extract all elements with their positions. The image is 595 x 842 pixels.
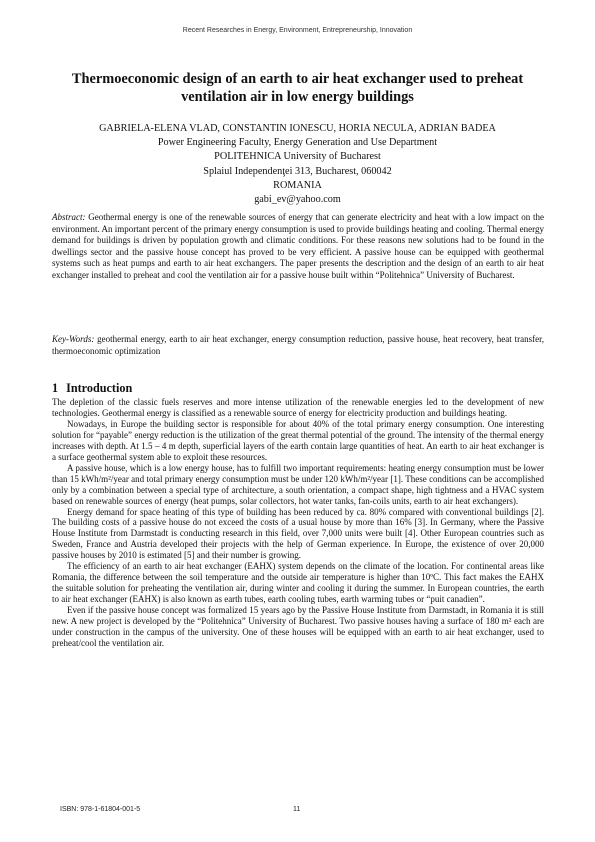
body-paragraph: Energy demand for space heating of this type of building has been reduced by ca. 80% compared with conventional buildings [2]. The building costs of a passive house do not exceed the costs of a usual house by more than 16% [3]. In Germany, where the Passive House Institute from Darmstadt is conducting research in this field, over 7,000 units were built [4]. Other European countries such as Sweden, France and Austria developed their projects with the help of German experience. In Europe, the existence of over 20,000 passive houses by 2010 is estimated [5] and their number is growing. bbox=[52, 506, 544, 561]
footer-isbn: ISBN: 978-1-61804-001-5 bbox=[60, 806, 141, 813]
affiliation-country: ROMANIA bbox=[273, 179, 322, 191]
author-email: gabi_ev@yahoo.com bbox=[254, 194, 341, 206]
author-names: GABRIELA-ELENA VLAD, CONSTANTIN IONESCU, HORIA NECULA, ADRIAN BADEA bbox=[99, 123, 496, 134]
affiliation-address: Splaiul Independenţei 313, Bucharest, 060042 bbox=[203, 165, 392, 177]
author-block bbox=[40, 122, 555, 207]
body-paragraph: Even if the passive house concept was formalized 15 years ago by the Passive House Institute from Darmstadt, in Romania it is still new. A new project is developed by the “Politehnica” University of Bucharest. Two passive houses having a surface of 180 m² each are under construction in the campus of the university. One of these houses will be equipped with an earth to air heat exchanger, used to preheat/cool the ventilation air. bbox=[52, 605, 544, 648]
body-paragraph: Nowadays, in Europe the building sector is responsible for about 40% of the total primary energy consumption. One interesting solution for “payable” energy reduction is the utilization of the great thermal potential of the ground. The intensity of the thermal energy increases with depth. At 1.5 – 4 m depth, superficial layers of the earth contain large quantities of heat. An earth to air heat exchanger is a surface geothermal system able to exploit these resources. bbox=[52, 418, 544, 462]
abstract bbox=[52, 212, 544, 282]
affiliation-department: Power Engineering Faculty, Energy Generation and Use Department bbox=[157, 137, 438, 149]
introduction-body bbox=[52, 397, 544, 649]
section-title: Introduction bbox=[66, 381, 133, 395]
page-number: 11 bbox=[293, 806, 301, 813]
keywords-text: geothermal energy, earth to air heat exchanger, energy consumption reduction, passive house, heat recovery, heat transfer, thermoeconomic optimization bbox=[52, 334, 544, 356]
abstract-text: Geothermal energy is one of the renewable sources of energy that can generate electricity and heat with a low impact on the environment. An important percent of the primary energy consumption is used to provide buildings heating and cooling. Thermal energy demand for buildings is driven by population growth and climatic conditions. For these reasons new solutions had to be found in the dwellings sector and the passive house concept has proved to be very efficient. A passive house can be equipped with geothermal systems such as heat pumps and earth to air heat exchangers. The paper presents the description and the design of an earth to air heat exchanger installed to preheat and cool the ventilation air for a passive house built within “Politehnica” University of Bucharest. bbox=[52, 212, 544, 280]
section-number: 1 bbox=[52, 381, 59, 395]
abstract-label: Abstract: bbox=[52, 212, 86, 222]
body-paragraph: A passive house, which is a low energy house, has to fulfill two important requirements: heating energy consumption must be lower than 15 kWh/m²/year and total primary energy consumption must be under 120 kWh/m²/year [1]. These conditions can be accomplished only by a combination between a special type of architecture, a south orientation, a compact shape, high tightness and a HVAC system based on renewable sources of energy (heat pumps, solar collectors, hot water tanks, fan-coils units, earth to air heat exchangers). bbox=[52, 462, 544, 506]
paper-title: Thermoeconomic design of an earth to air heat exchanger used to preheat ventilation air in low energy buildings bbox=[71, 71, 524, 105]
keywords-label: Key-Words: bbox=[52, 334, 95, 344]
section-heading-introduction bbox=[52, 381, 140, 396]
running-head: Recent Researches in Energy, Environment, Entrepreneurship, Innovation bbox=[182, 27, 413, 34]
affiliation-university: POLITEHNICA University of Bucharest bbox=[214, 151, 381, 163]
body-paragraph: The efficiency of an earth to air heat exchanger (EAHX) system depends on the climate of the location. For continental areas like Romania, the difference between the soil temperature and the outside air temperature is higher than 10ºC. This fact makes the EAHX the suitable solution for preheating the ventilation air, during winter and cooling it during the summer. In European countries, the earth to air heat exchanger (EAHX) is also known as earth tubes, earth cooling tubes, earth warming tubes or “puit canadien”. bbox=[52, 561, 544, 605]
keywords bbox=[52, 334, 544, 357]
body-paragraph: The depletion of the classic fuels reserves and more intense utilization of the renewable energies led to the development of new technologies. Geothermal energy is classified as a renewable source of energy for electricity production and buildings heating. bbox=[52, 397, 544, 418]
